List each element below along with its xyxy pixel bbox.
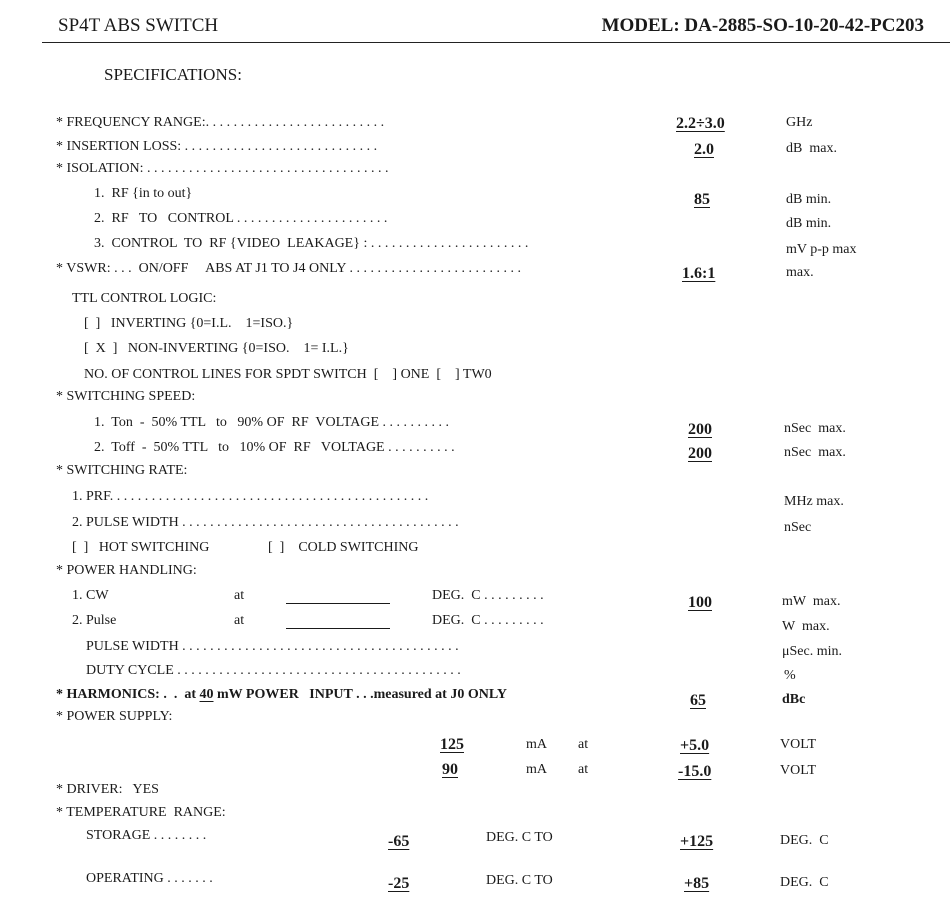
pulse-temperature-blank: [286, 628, 390, 629]
supply-1-current: 125: [440, 736, 464, 753]
frequency-range-label: * FREQUENCY RANGE:. . . . . . . . . . . . . . . . . . . . . . . . . .: [56, 115, 385, 130]
storage-unit: DEG. C: [780, 833, 829, 848]
prf-unit: MHz max.: [784, 494, 844, 509]
section-title: SPECIFICATIONS:: [104, 65, 242, 84]
vswr-label: * VSWR: . . . ON/OFF ABS AT J1 TO J4 ONLY . . . . . . . . . . . . . . . . . . . . . . . . .: [56, 261, 521, 276]
pulse-unit: W max.: [782, 619, 830, 634]
operating-label: OPERATING . . . . . . .: [86, 871, 213, 886]
pulse-width-unit: nSec: [784, 520, 812, 535]
supply-2-ma: mA: [526, 762, 547, 777]
cw-at: at: [234, 588, 245, 603]
cw-label: 1. CW: [72, 588, 109, 603]
duty-cycle-unit: %: [784, 668, 796, 683]
harmonics-power: 40: [199, 687, 214, 702]
ph-pulse-width-label: PULSE WIDTH . . . . . . . . . . . . . . . . . . . . . . . . . . . . . . . . . . . . . . . .: [86, 639, 459, 654]
ttl-non-inverting-option: [ X ] NON-INVERTING {0=ISO. 1= I.L.}: [84, 341, 349, 356]
control-lines-option: NO. OF CONTROL LINES FOR SPDT SWITCH [ ] ONE [ ] TW0: [84, 367, 492, 382]
vswr-unit: max.: [786, 265, 814, 280]
ph-pulse-width-unit: μSec. min.: [782, 644, 842, 659]
insertion-loss-unit: dB max.: [786, 141, 837, 156]
power-handling-label: * POWER HANDLING:: [56, 563, 197, 578]
cw-deg-label: DEG. C . . . . . . . . .: [432, 588, 544, 603]
pulse-width-label: 2. PULSE WIDTH . . . . . . . . . . . . . . . . . . . . . . . . . . . . . . . . . . . . . . . .: [72, 515, 459, 530]
supply-2-unit: VOLT: [780, 763, 817, 778]
pulse-at: at: [234, 613, 245, 628]
switching-rate-label: * SWITCHING RATE:: [56, 463, 188, 478]
ton-label: 1. Ton - 50% TTL to 90% OF RF VOLTAGE . . . . . . . . . .: [94, 415, 450, 430]
supply-2-current: 90: [442, 761, 458, 778]
switching-speed-label: * SWITCHING SPEED:: [56, 389, 196, 404]
harmonics-prefix: * HARMONICS: . . at: [56, 687, 200, 702]
isolation-rf-in-out-unit: dB min.: [786, 192, 832, 207]
ton-value: 200: [688, 421, 712, 438]
pulse-deg-label: DEG. C . . . . . . . . .: [432, 613, 544, 628]
isolation-rf-control-unit: dB min.: [786, 216, 832, 231]
pulse-label: 2. Pulse: [72, 613, 117, 628]
storage-label: STORAGE . . . . . . . .: [86, 828, 207, 843]
operating-max: +85: [684, 875, 710, 892]
cw-unit: mW max.: [782, 594, 841, 609]
cw-temperature-blank: [286, 603, 390, 604]
harmonics-value: 65: [690, 692, 706, 709]
isolation-rf-in-out-value: 85: [694, 191, 710, 208]
cw-value: 100: [688, 594, 712, 611]
ttl-logic-label: TTL CONTROL LOGIC:: [72, 291, 217, 306]
prf-label: 1. PRF. . . . . . . . . . . . . . . . . . . . . . . . . . . . . . . . . . . . . . . . . . . . . .: [72, 489, 429, 504]
isolation-label: * ISOLATION: . . . . . . . . . . . . . . . . . . . . . . . . . . . . . . . . . . .: [56, 161, 389, 176]
operating-unit: DEG. C: [780, 875, 829, 890]
supply-1-voltage: +5.0: [680, 737, 710, 754]
frequency-range-unit: GHz: [786, 115, 813, 130]
hot-switching-option: [ ] HOT SWITCHING: [72, 540, 210, 555]
model-number: MODEL: DA-2885-SO-10-20-42-PC203: [601, 15, 924, 36]
supply-1-unit: VOLT: [780, 737, 817, 752]
insertion-loss-label: * INSERTION LOSS: . . . . . . . . . . . . . . . . . . . . . . . . . . . .: [56, 139, 378, 154]
isolation-rf-in-out-label: 1. RF {in to out}: [94, 186, 193, 201]
isolation-control-rf-unit: mV p-p max: [786, 242, 857, 257]
harmonics-suffix: mW POWER INPUT . . .measured at J0 ONLY: [213, 687, 508, 702]
isolation-control-rf-label: 3. CONTROL TO RF {VIDEO LEAKAGE} : . . . . . . . . . . . . . . . . . . . . . . .: [94, 236, 529, 251]
toff-unit: nSec max.: [784, 445, 846, 460]
temperature-range-label: * TEMPERATURE RANGE:: [56, 805, 226, 820]
isolation-rf-control-label: 2. RF TO CONTROL . . . . . . . . . . . . . . . . . . . . . .: [94, 211, 388, 226]
document-title: SP4T ABS SWITCH: [58, 15, 219, 36]
storage-to: DEG. C TO: [486, 830, 553, 845]
insertion-loss-value: 2.0: [694, 141, 714, 158]
toff-value: 200: [688, 445, 712, 462]
power-supply-label: * POWER SUPPLY:: [56, 709, 173, 724]
operating-to: DEG. C TO: [486, 873, 553, 888]
supply-2-at: at: [578, 762, 589, 777]
harmonics-label: [56, 688, 507, 702]
storage-max: +125: [680, 833, 714, 850]
supply-1-ma: mA: [526, 737, 547, 752]
ttl-inverting-option: [ ] INVERTING {0=I.L. 1=ISO.}: [84, 316, 294, 331]
storage-min: -65: [388, 833, 410, 850]
frequency-range-value: 2.2÷3.0: [676, 115, 725, 132]
duty-cycle-label: DUTY CYCLE . . . . . . . . . . . . . . . . . . . . . . . . . . . . . . . . . . . . . . . . .: [86, 663, 461, 678]
operating-min: -25: [388, 875, 410, 892]
vswr-value: 1.6:1: [682, 265, 716, 282]
supply-2-voltage: -15.0: [678, 763, 712, 780]
ton-unit: nSec max.: [784, 421, 846, 436]
harmonics-unit: dBc: [782, 692, 806, 707]
supply-1-at: at: [578, 737, 589, 752]
driver-label: * DRIVER: YES: [56, 782, 159, 797]
cold-switching-option: [ ] COLD SWITCHING: [268, 540, 419, 555]
toff-label: 2. Toff - 50% TTL to 10% OF RF VOLTAGE . . . . . . . . . .: [94, 440, 455, 455]
header-divider: [42, 42, 950, 43]
